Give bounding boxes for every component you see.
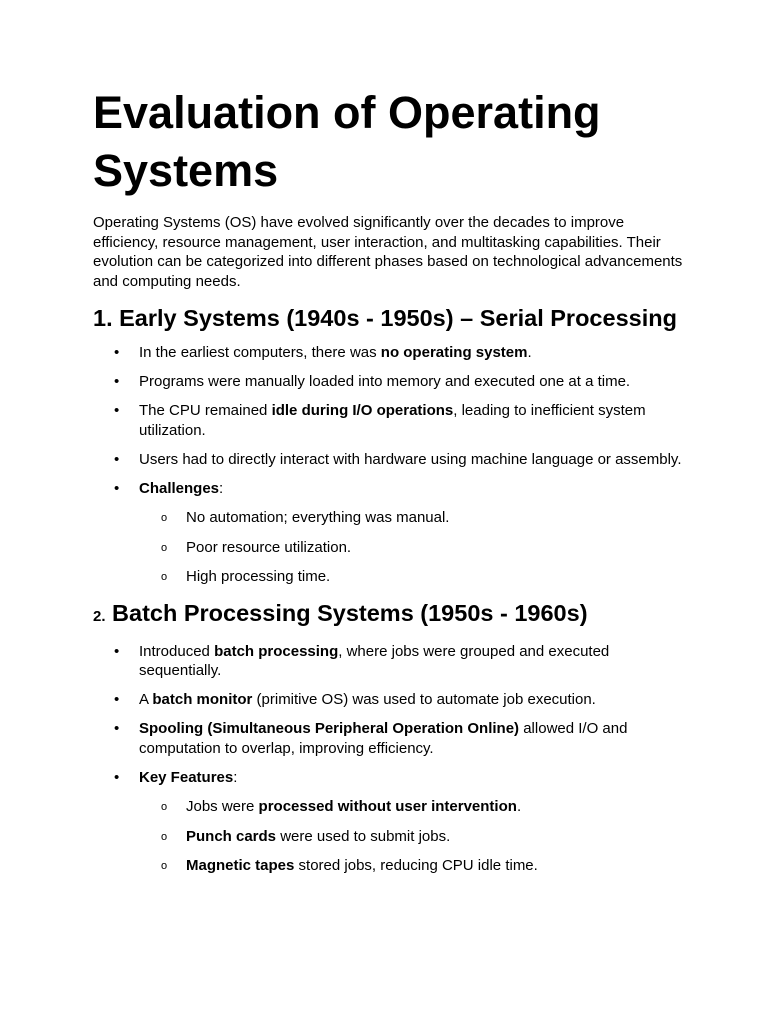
sub-list-item: o High processing time. [139, 567, 683, 587]
circle-bullet-icon: o [161, 512, 168, 524]
circle-bullet-icon: o [161, 571, 168, 583]
section-1-list [93, 343, 683, 587]
list-item: • In the earliest computers, there was no operating system. [114, 344, 532, 361]
section-2-title: Batch Processing Systems (1950s - 1960s) [112, 599, 588, 626]
bullet-icon: • [114, 402, 120, 419]
sub-list-item: o Jobs were processed without user intervention. [139, 797, 683, 817]
key-features-sublist [139, 797, 683, 876]
sub-list-item: o Poor resource utilization. [139, 538, 683, 558]
list-item: • Introduced batch processing, where jobs were grouped and executed sequentially. [114, 642, 610, 679]
bullet-icon: • [114, 691, 120, 708]
sub-list-item: o No automation; everything was manual. [139, 508, 683, 528]
bullet-icon: • [114, 373, 120, 390]
challenges-sublist [139, 508, 683, 587]
bullet-icon: • [114, 768, 120, 786]
circle-bullet-icon: o [161, 541, 168, 554]
section-2-heading [93, 597, 683, 633]
bullet-icon: • [114, 642, 120, 660]
list-item: • Programs were manually loaded into memory and executed one at a time. [114, 373, 631, 390]
bullet-icon: • [114, 344, 120, 361]
bullet-icon: • [114, 450, 120, 468]
section-1-heading: 1. Early Systems (1940s - 1950s) – Serial Processing [93, 305, 677, 331]
list-item: • The CPU remained idle during I/O operations, leading to inefficient system utilization. [114, 402, 646, 439]
document-page [93, 84, 683, 886]
circle-bullet-icon: o [161, 860, 168, 872]
sub-list-item: o Magnetic tapes stored jobs, reducing CPU idle time. [139, 856, 683, 876]
sub-list-item: o Punch cards were used to submit jobs. [139, 827, 683, 847]
list-item: • A batch monitor (primitive OS) was used to automate job execution. [114, 691, 596, 708]
circle-bullet-icon: o [161, 830, 168, 843]
page-title: Evaluation of Operating Systems [93, 87, 601, 196]
circle-bullet-icon: o [161, 801, 168, 813]
list-item: • Spooling (Simultaneous Peripheral Operation Online) allowed I/O and computation to overlap, improving efficiency. [114, 720, 628, 757]
intro-paragraph: Operating Systems (OS) have evolved significantly over the decades to improve efficiency, resource management, user interaction, and multitasking capabilities. Their evolution can be categorized into different phases based on technological advancements and computing needs. [93, 214, 683, 290]
section-2-number: 2. [93, 607, 106, 625]
section-2-list [93, 642, 683, 876]
bullet-icon: • [114, 720, 120, 737]
list-item: • Challenges: o No automation; everything was manual. o Poor resource utilization. o High processing time. [93, 479, 683, 587]
list-item: • Users had to directly interact with hardware using machine language or assembly. [114, 450, 682, 468]
bullet-icon: • [114, 479, 120, 497]
list-item: • Key Features: o Jobs were processed without user intervention. o Punch cards were used to submit jobs. o Magnetic tapes stored jobs, reducing CPU idle time. [93, 768, 683, 876]
